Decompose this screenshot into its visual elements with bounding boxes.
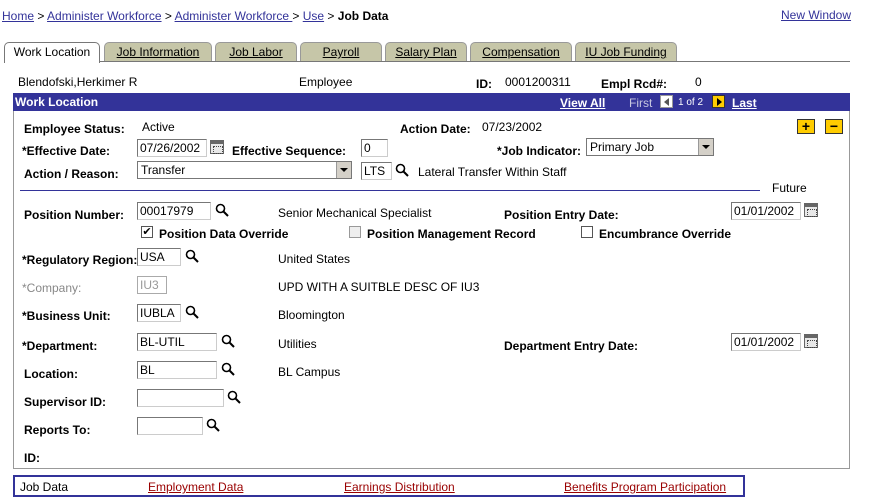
benefits-program-participation-link[interactable]: Benefits Program Participation xyxy=(564,480,727,494)
breadcrumb-separator: > xyxy=(292,9,300,23)
job-indicator-select[interactable] xyxy=(586,138,714,156)
bottom-navigation xyxy=(13,475,745,497)
lookup-icon[interactable] xyxy=(226,389,242,405)
tab-label: Payroll xyxy=(322,45,360,59)
location-field[interactable]: BL xyxy=(137,361,217,379)
dropdown-arrow-icon[interactable] xyxy=(336,162,351,178)
effective-sequence-field[interactable]: 0 xyxy=(361,139,388,157)
tab-label: Job Labor xyxy=(229,45,283,59)
lookup-icon[interactable] xyxy=(214,202,230,218)
tab-label: Compensation xyxy=(482,45,560,59)
position-entry-date-field[interactable]: 01/01/2002 xyxy=(731,202,801,220)
earnings-distribution-link[interactable]: Earnings Distribution xyxy=(344,480,455,494)
dropdown-arrow-icon[interactable] xyxy=(698,139,713,155)
breadcrumb-administer-workforce-link[interactable]: Administer Workforce xyxy=(47,9,162,23)
lookup-icon[interactable] xyxy=(205,417,221,433)
job-indicator-label: *Job Indicator: xyxy=(497,144,582,158)
breadcrumb-use-link[interactable]: Use xyxy=(302,9,325,23)
action-reason-label: Action / Reason: xyxy=(24,167,119,181)
tab-salary-plan[interactable] xyxy=(385,42,467,62)
lookup-icon[interactable] xyxy=(394,162,410,178)
action-date-label: Action Date: xyxy=(400,122,471,136)
breadcrumb xyxy=(2,9,388,23)
reports-to-label: Reports To: xyxy=(24,423,91,437)
department-field[interactable]: BL-UTIL xyxy=(137,333,217,351)
breadcrumb-separator: > xyxy=(327,9,335,23)
employee-name: Blendofski,Herkimer R xyxy=(18,75,138,89)
breadcrumb-separator: > xyxy=(164,9,172,23)
last-link[interactable]: Last xyxy=(732,96,757,110)
position-data-override-checkbox[interactable]: ✔ xyxy=(142,226,152,238)
first-label: First xyxy=(629,96,653,110)
department-label: *Department: xyxy=(22,339,98,353)
position-number-field[interactable]: 00017979 xyxy=(137,202,211,220)
position-description: Senior Mechanical Specialist xyxy=(278,206,432,220)
tab-iu-job-funding[interactable] xyxy=(575,42,677,62)
calendar-icon[interactable] xyxy=(210,140,224,154)
employment-data-link[interactable]: Employment Data xyxy=(148,480,244,494)
regulatory-region-field[interactable]: USA xyxy=(137,248,181,266)
business-unit-label: *Business Unit: xyxy=(22,309,111,323)
delete-row-button[interactable]: − xyxy=(825,119,843,134)
position-management-record-checkbox[interactable] xyxy=(349,226,361,238)
encumbrance-override-checkbox[interactable] xyxy=(581,226,593,238)
next-icon[interactable] xyxy=(712,95,725,108)
tab-job-information[interactable] xyxy=(104,42,212,62)
company-field: IU3 xyxy=(137,276,167,294)
empl-rcd-value: 0 xyxy=(695,75,702,89)
breadcrumb-home-link[interactable]: Home xyxy=(2,9,35,23)
supervisor-id-label: Supervisor ID: xyxy=(24,395,107,409)
company-label: *Company: xyxy=(22,281,82,295)
divider xyxy=(20,190,760,191)
lookup-icon[interactable] xyxy=(220,333,236,349)
id-label: ID: xyxy=(476,77,492,91)
breadcrumb-administer-workforce-2-link[interactable]: Administer Workforce xyxy=(174,9,293,23)
tab-payroll[interactable] xyxy=(300,42,382,62)
lookup-icon[interactable] xyxy=(220,361,236,377)
reports-to-id-label: ID: xyxy=(24,451,40,465)
new-window-link[interactable]: New Window xyxy=(781,8,852,22)
regulatory-region-label: *Regulatory Region: xyxy=(22,253,138,267)
effective-sequence-label: Effective Sequence: xyxy=(232,144,347,158)
encumbrance-override-label: Encumbrance Override xyxy=(599,227,732,241)
employee-status-label: Employee Status: xyxy=(24,122,125,136)
action-select[interactable] xyxy=(137,161,352,179)
effective-date-label: *Effective Date: xyxy=(22,144,111,158)
lookup-icon[interactable] xyxy=(184,248,200,264)
page-indicator: 1 of 2 xyxy=(678,97,704,108)
action-value: Transfer xyxy=(141,163,186,177)
regulatory-region-description: United States xyxy=(278,252,351,266)
tab-work-location[interactable] xyxy=(4,42,100,63)
job-indicator-value: Primary Job xyxy=(590,140,655,154)
lookup-icon[interactable] xyxy=(184,304,200,320)
section-header-bar xyxy=(13,93,850,111)
employee-type: Employee xyxy=(299,75,353,89)
tab-compensation[interactable] xyxy=(470,42,572,62)
id-value: 0001200311 xyxy=(505,75,571,89)
position-number-label: Position Number: xyxy=(24,208,125,222)
supervisor-id-field[interactable] xyxy=(137,389,224,407)
company-description: UPD WITH A SUITBLE DESC OF IU3 xyxy=(278,280,480,294)
tab-label: Work Location xyxy=(13,45,91,59)
tab-label: Salary Plan xyxy=(395,45,457,59)
future-label: Future xyxy=(772,181,807,195)
breadcrumb-current: Job Data xyxy=(337,9,389,23)
reason-code-field[interactable]: LTS xyxy=(361,162,392,180)
location-label: Location: xyxy=(24,367,78,381)
tab-label: Job Information xyxy=(116,45,200,59)
reason-description: Lateral Transfer Within Staff xyxy=(418,165,567,179)
breadcrumb-separator: > xyxy=(37,9,45,23)
section-title: Work Location xyxy=(15,95,99,109)
position-entry-date-label: Position Entry Date: xyxy=(504,208,619,222)
tab-divider xyxy=(4,61,850,62)
employee-status-value: Active xyxy=(142,120,175,134)
department-entry-date-field[interactable]: 01/01/2002 xyxy=(731,333,801,351)
effective-date-field[interactable]: 07/26/2002 xyxy=(137,139,207,157)
business-unit-field[interactable]: IUBLA xyxy=(137,304,181,322)
tab-label: IU Job Funding xyxy=(585,45,667,59)
previous-icon[interactable] xyxy=(660,95,673,108)
calendar-icon[interactable] xyxy=(804,334,818,348)
business-unit-description: Bloomington xyxy=(278,308,345,322)
position-data-override-label: Position Data Override xyxy=(159,227,289,241)
empl-rcd-label: Empl Rcd#: xyxy=(601,77,668,91)
bottom-nav-current: Job Data xyxy=(20,480,69,494)
view-all-link[interactable]: View All xyxy=(560,96,606,110)
department-entry-date-label: Department Entry Date: xyxy=(504,339,639,353)
add-row-button[interactable]: + xyxy=(797,119,815,134)
location-description: BL Campus xyxy=(278,365,341,379)
calendar-icon[interactable] xyxy=(804,203,818,217)
department-description: Utilities xyxy=(278,337,317,351)
reports-to-field[interactable] xyxy=(137,417,203,435)
tab-job-labor[interactable] xyxy=(215,42,297,62)
position-management-record-label: Position Management Record xyxy=(367,227,536,241)
action-date-value: 07/23/2002 xyxy=(482,120,543,134)
